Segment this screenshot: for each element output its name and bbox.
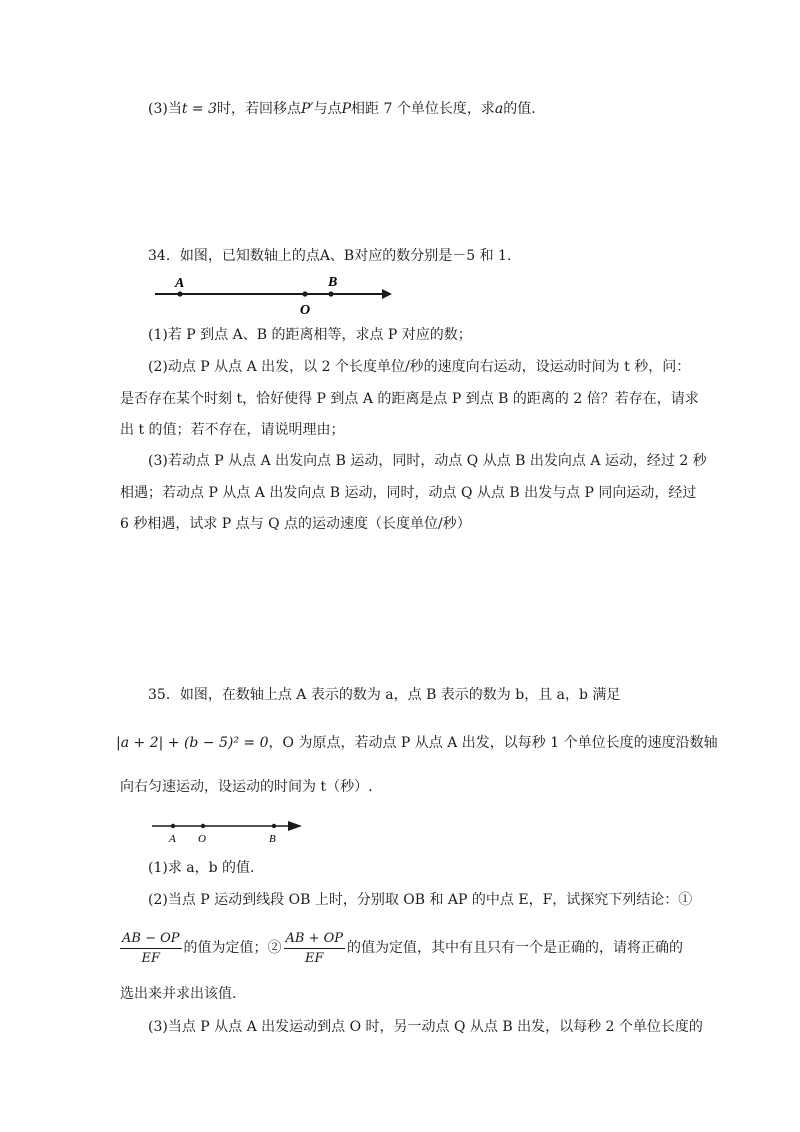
q35-line3: 向右匀速运动，设运动的时间为 t（秒）. [120, 779, 373, 795]
q33-t-expression: t = 3 [181, 101, 218, 117]
q34-label-b: B [328, 275, 338, 290]
q33-p: P [341, 101, 352, 117]
q34-label-o: O [300, 303, 311, 318]
q34-part2-line1: (2)动点 P 从点 A 出发，以 2 个长度单位/秒的速度向右运动，设运动时间为 t 秒，问： [148, 359, 691, 375]
q35-fraction-2 [284, 930, 346, 967]
q33-part3-prefix: (3)当 [148, 101, 182, 117]
q35-part2-line2 [118, 928, 683, 968]
q34-part2-line2: 是否存在某个时刻 t，恰好使得 P 到点 A 的距离是点 P 到点 B 的距离的 2 倍？若存在，请求 [120, 391, 699, 407]
q35-label-a: A [169, 833, 176, 845]
q34-label-a: A [175, 276, 185, 291]
q34-number-line-figure [148, 274, 408, 318]
q35-point-a [171, 824, 175, 828]
q34-point-a [177, 291, 182, 296]
q35-number-line-figure [150, 818, 310, 848]
q34-point-b [328, 291, 333, 296]
q34-axis-arrow [382, 289, 392, 299]
q33-part3-line [148, 99, 536, 119]
q35-part2-mid: 的值为定值；② [183, 940, 282, 956]
q35-line2-rest: ，O 为原点，若动点 P 从点 A 出发，以每秒 1 个单位长度的速度沿数轴 [268, 735, 718, 751]
q33-p-prime: P′ [301, 101, 314, 117]
q34-part1: (1)若 P 到点 A、B 的距离相等，求点 P 对应的数； [148, 327, 472, 343]
q35-line2 [116, 733, 718, 753]
q34-part3-line2: 相遇；若动点 P 从点 A 出发向点 B 运动，同时，动点 Q 从点 B 出发与点 P 同向运动，经过 [120, 485, 697, 501]
q34-point-o [302, 291, 307, 296]
q34-intro: 34．如图，已知数轴上的点A、B对应的数分别是－5 和 1. [148, 248, 512, 264]
q33-part3-suffix: 的值. [503, 101, 536, 117]
q35-fraction-1-numerator: AB − OP [120, 930, 182, 949]
q35-point-b [272, 824, 276, 828]
q34-part3-line1: (3)若动点 P 从点 A 出发向点 B 运动，同时，动点 Q 从点 B 出发向点 A 运动，经过 2 秒 [148, 453, 707, 469]
q35-fraction-1 [120, 930, 182, 967]
q35-part2-line3: 选出来并求出该值. [120, 986, 237, 1002]
q33-part3-mid1: 时，若回移点 [217, 101, 302, 117]
q35-label-b: B [269, 833, 276, 845]
q35-fraction-1-denominator: EF [141, 950, 161, 966]
q35-part1: (1)求 a，b 的值. [148, 860, 255, 876]
q35-part2-end: 的值为定值，其中有且只有一个是正确的，请将正确的 [347, 940, 684, 956]
q35-equation: |a + 2| + (b − 5)² = 0 [116, 735, 269, 751]
q34-part2-line3: 出 t 的值；若不存在，请说明理由； [120, 422, 345, 438]
q35-label-o: O [198, 833, 206, 845]
q33-part3-mid2: 与点 [313, 101, 342, 117]
q33-part3-mid3: 相距 7 个单位长度，求 [351, 101, 495, 117]
q35-part3-line1: (3)当点 P 从点 A 出发运动到点 O 时，另一动点 Q 从点 B 出发，以每秒 2 个单位长度的 [148, 1019, 703, 1035]
q34-part3-line3: 6 秒相遇，试求 P 点与 Q 点的运动速度（长度单位/秒） [120, 516, 471, 532]
q35-part2-line1: (2)当点 P 运动到线段 OB 上时，分别取 OB 和 AP 的中点 E，F，试探究下列结论：① [148, 892, 693, 908]
q33-a: a [494, 101, 504, 117]
q35-fraction-2-numerator: AB + OP [284, 930, 346, 949]
q35-fraction-2-denominator: EF [305, 950, 324, 966]
q35-intro: 35．如图，在数轴上点 A 表示的数为 a，点 B 表示的数为 b，且 a，b 满足 [148, 687, 621, 703]
q35-point-o [201, 824, 205, 828]
q35-axis-arrow [288, 821, 302, 831]
